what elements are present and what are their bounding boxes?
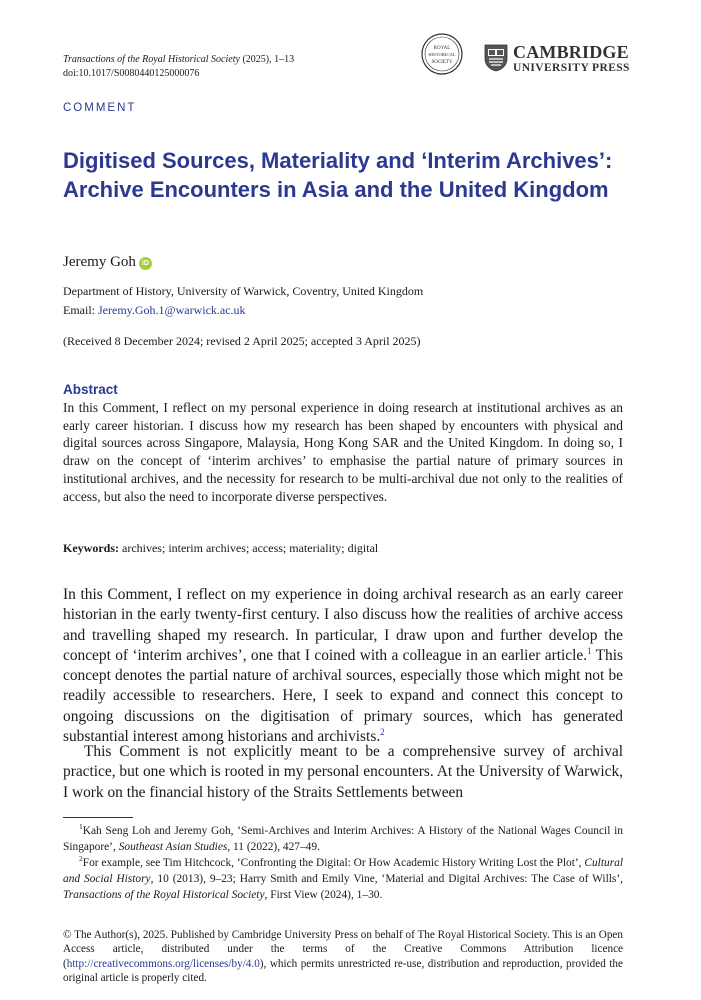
footnote-text: Kah Seng Loh and Jeremy Goh, ‘Semi-Archives and Interim Archives: A History of the National Wages Council in Singapore’, [63,825,623,853]
license-text: ), which permits unrestricted re-use, distribution and reproduction, provided the original article is properly cited. [63,957,623,985]
keywords-text: archives; interim archives; access; materiality; digital [119,541,379,555]
shield-icon [484,44,508,72]
received-dates: (Received 8 December 2024; revised 2 April 2025; accepted 3 April 2025) [63,334,421,348]
affiliation-block [63,282,423,320]
footnote-text: , First View (2024), 1–30. [264,889,383,901]
footnote-divider [63,817,133,818]
author-line [63,254,152,271]
body-paragraph-2: This Comment is not explicitly meant to be a comprehensive survey of archival practice, but one which is rooted in my personal encounters. At the University of Warwick, I work on the financial history of the Straits Settlements between [63,743,623,801]
footnote-journal: Cultural and Social History [63,857,623,885]
email-label: Email: [63,303,98,317]
journal-header [63,53,294,81]
keywords [63,541,378,556]
license-text: © The Author(s), 2025. Published by Cambridge University Press on behalf of The Royal Historical Society. This is an Open Access article, distributed under the terms of the Creative Commons Attribution licence ( [63,929,623,970]
footnote-number: 1 [79,822,83,832]
publisher-subtitle: UNIVERSITY PRESS [513,62,630,74]
body-text: This concept denotes the partial nature of archival sources, especially those which might not be readily accessible to researchers. Here, I seek to expand and connect this concept to ongoing discussions on the digitisation of primary sources, which has generated substantial interest among historians and archivists. [63,646,623,746]
license-notice [63,928,623,986]
abstract-heading: Abstract [63,382,118,397]
footnote-text: , 10 (2013), 9–23; Harry Smith and Emily Vine, ‘Material and Digital Archives: The Case of Wills’, [150,873,623,885]
body-paragraph-1 [63,585,623,747]
footnote-ref-2[interactable]: 2 [380,726,385,737]
seal-line-1: ROYAL [433,46,451,51]
affiliation: Department of History, University of Warwick, Coventry, United Kingdom [63,284,424,298]
footnote-journal: Southeast Asian Studies [118,841,228,853]
footnote-journal: Transactions of the Royal Historical Society [63,889,265,901]
email-link[interactable]: Jeremy.Goh.1@warwick.ac.uk [98,303,246,317]
abstract-text: In this Comment, I reflect on my personal experience in doing research at institutional archives as an early career historian. I discuss how my research has been shaped by encounters with physical and digital sources across Singapore, Malaysia, Hong Kong SAR and the United Kingdom. In doing so, I draw on the concept of ‘interim archives’ to emphasise the partial nature of primary sources in institutional archives, and the necessity for research to be multi-archival due not only to the realities of access, but also the need to incorporate diverse perspectives. [63,400,623,504]
keywords-label: Keywords: [63,541,119,555]
journal-name: Transactions of the Royal Historical Society [63,54,240,65]
license-link[interactable]: http://creativecommons.org/licenses/by/4.0 [66,957,260,970]
royal-historical-society-seal [421,33,463,75]
footnote-text: , 11 (2022), 427–49. [227,841,320,853]
article-title: Digitised Sources, Materiality and ‘Interim Archives’: Archive Encounters in Asia and the United Kingdom [63,148,613,202]
footnote-2 [63,855,623,903]
section-label: COMMENT [63,102,137,114]
publisher-name: CAMBRIDGE [513,42,629,62]
footnote-text: For example, see Tim Hitchcock, ‘Confronting the Digital: Or How Academic History Writing Lost the Plot’, [82,857,585,869]
footnote-ref-1[interactable]: 1 [587,645,592,656]
orcid-icon[interactable]: iD [139,257,152,270]
footnote-1 [63,823,623,855]
journal-citation: (2025), 1–13 [239,54,295,65]
seal-line-2: HISTORICAL [428,52,456,57]
doi: doi:10.1017/S0080440125000076 [63,68,200,79]
seal-line-3: SOCIETY [431,60,453,65]
author-name: Jeremy Goh [63,254,136,270]
body-text: In this Comment, I reflect on my experience in doing archival research as an early career historian in the early twenty-first century. I also discuss how the realities of archive access and travelling shaped my research. In particular, I draw upon and further develop the concept of ‘interim archives’, one that I coined with a colleague in an earlier article. [63,586,623,664]
footnote-number: 2 [79,854,83,864]
